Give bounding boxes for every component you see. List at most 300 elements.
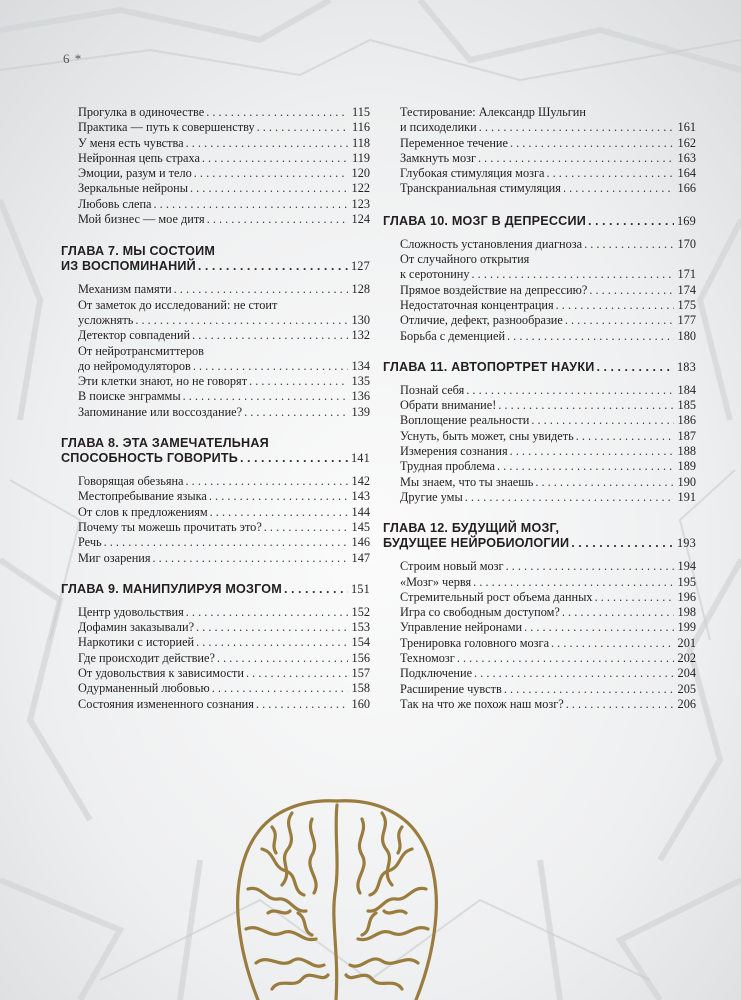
chapter-heading[interactable]	[61, 244, 370, 274]
page-ref: 191	[677, 489, 696, 504]
dot-leader	[198, 259, 348, 274]
toc-line	[78, 551, 370, 566]
page-ref: 163	[677, 150, 696, 165]
entry-title-text: Где происходит действие?	[78, 650, 215, 665]
entry-title-text: Механизм памяти	[78, 282, 172, 297]
page-ref: 193	[676, 536, 696, 551]
page-ref: 174	[677, 282, 696, 297]
entry-title-text: ГЛАВА 10. МОЗГ В ДЕПРЕССИИ	[383, 213, 586, 228]
entry-title-text: Трудная проблема	[400, 459, 496, 474]
toc-line	[78, 681, 370, 696]
page-ref: 132	[351, 328, 370, 343]
toc-chapter	[400, 105, 696, 197]
dot-leader	[135, 313, 348, 328]
dot-leader	[196, 635, 348, 650]
toc-entry[interactable]	[78, 105, 370, 120]
dot-leader	[566, 697, 674, 712]
toc-entry[interactable]	[400, 605, 696, 620]
entry-title-text: От слов к предложениям	[78, 504, 208, 519]
page-ref: 144	[351, 504, 370, 519]
dot-leader	[524, 620, 674, 635]
chapter-heading[interactable]	[61, 582, 370, 597]
toc-left-column	[61, 105, 370, 728]
dot-leader	[153, 551, 348, 566]
entry-title-text: Воплощение реальности	[400, 413, 530, 428]
toc-entry[interactable]	[400, 575, 696, 590]
toc-entry[interactable]	[78, 389, 370, 404]
toc-line	[400, 105, 696, 120]
toc-line	[78, 120, 370, 135]
toc-entry[interactable]	[400, 475, 696, 490]
entry-title-text: От нейротрансмиттеров	[78, 343, 204, 358]
entry-title-text: Нейронная цепь страха	[78, 150, 200, 165]
toc-line	[400, 313, 696, 328]
toc-entry[interactable]	[78, 212, 370, 227]
dot-leader	[240, 451, 348, 466]
page-ref: 170	[677, 236, 696, 251]
entry-title-text: Дофамин заказывали?	[78, 620, 195, 635]
entry-title-text: ГЛАВА 9. МАНИПУЛИРУЯ МОЗГОМ	[61, 581, 282, 596]
toc-chapter	[61, 436, 370, 566]
toc-line	[400, 651, 696, 666]
toc-line	[383, 521, 696, 536]
page-ref: 205	[677, 681, 696, 696]
page-ref: 119	[352, 150, 370, 165]
dot-leader	[563, 181, 674, 196]
page-ref: 190	[677, 474, 696, 489]
dot-leader	[588, 214, 674, 229]
page-ref: 147	[351, 550, 370, 565]
dot-leader	[507, 329, 674, 344]
toc-entry[interactable]	[78, 520, 370, 535]
dot-leader	[510, 444, 674, 459]
entry-title-text: ГЛАВА 11. АВТОПОРТРЕТ НАУКИ	[383, 359, 595, 374]
page-ref: 146	[351, 535, 370, 550]
entry-title-text: Так на что же похож наш мозг?	[400, 696, 564, 711]
entry-title-text: От случайного открытия	[400, 252, 530, 267]
dot-leader	[196, 620, 348, 635]
page-ref: 162	[677, 135, 696, 150]
toc-entry[interactable]	[78, 120, 370, 135]
dot-leader	[174, 282, 348, 297]
toc-line	[400, 283, 696, 298]
page-ref: 156	[351, 650, 370, 665]
toc-line	[78, 620, 370, 635]
dot-leader	[510, 136, 674, 151]
toc-line	[400, 237, 696, 252]
entry-title-text: СПОСОБНОСТЬ ГОВОРИТЬ	[61, 451, 239, 466]
toc-entry[interactable]	[400, 105, 696, 136]
toc-right-column	[383, 105, 696, 728]
toc-entry[interactable]	[400, 383, 696, 398]
entry-title-text: Запоминание или воссоздание?	[78, 404, 243, 419]
entry-title-text: У меня есть чувства	[78, 135, 184, 150]
page-ref: 127	[350, 259, 370, 274]
toc-line	[78, 405, 370, 420]
page-ref: 152	[351, 604, 370, 619]
toc-line	[400, 267, 696, 282]
entry-title-text: усложнять	[78, 312, 134, 327]
toc-line	[78, 666, 370, 681]
entry-title-text: Замкнуть мозг	[400, 150, 476, 165]
dot-leader	[457, 651, 674, 666]
toc-entry[interactable]	[78, 405, 370, 420]
dot-leader	[207, 212, 348, 227]
dot-leader	[472, 267, 674, 282]
dot-leader	[473, 575, 674, 590]
page-ref: 115	[352, 105, 370, 119]
toc-line	[78, 389, 370, 404]
toc-entry[interactable]	[400, 166, 696, 181]
toc-entry[interactable]	[78, 551, 370, 566]
page-ref: 194	[677, 559, 696, 574]
page-ref: 135	[351, 374, 370, 389]
page-ref: 120	[351, 166, 370, 181]
dot-leader	[217, 651, 348, 666]
entry-title-text: Сложность установления диагноза	[400, 236, 583, 251]
dot-leader	[498, 398, 674, 413]
toc-line	[61, 259, 370, 274]
entry-title-text: Мой бизнес — мое дитя	[78, 212, 205, 227]
page-ref: 145	[351, 519, 370, 534]
page-number: 6 *	[63, 51, 83, 66]
toc-entry[interactable]	[400, 444, 696, 459]
toc-line	[78, 344, 370, 359]
toc-entry[interactable]	[78, 666, 370, 681]
toc-line	[400, 620, 696, 635]
entry-title-text: Речь	[78, 535, 102, 550]
entry-title-text: Игра со свободным доступом?	[400, 605, 560, 620]
toc-entry[interactable]	[400, 620, 696, 635]
toc-line	[400, 605, 696, 620]
entry-title-text: Уснуть, быть может, сны увидеть	[400, 428, 574, 443]
toc-line	[400, 181, 696, 196]
page-ref: 198	[677, 605, 696, 620]
page-ref: 142	[351, 474, 370, 489]
toc-entry[interactable]	[78, 535, 370, 550]
entry-title-text: и психоделики	[400, 120, 477, 135]
page-ref: 195	[677, 574, 696, 589]
dot-leader	[183, 389, 348, 404]
dot-leader	[535, 475, 674, 490]
toc-line	[78, 635, 370, 650]
toc-line	[400, 136, 696, 151]
toc-entry[interactable]	[78, 166, 370, 181]
toc-entry[interactable]	[78, 620, 370, 635]
toc-entry[interactable]	[400, 413, 696, 428]
page-ref: 122	[351, 181, 370, 196]
toc-line	[78, 181, 370, 196]
toc-line	[78, 605, 370, 620]
entry-title-text: Стремительный рост объема данных	[400, 589, 593, 604]
toc-line	[78, 374, 370, 389]
toc-entry[interactable]	[400, 682, 696, 697]
dot-leader	[565, 313, 674, 328]
dot-leader	[256, 697, 348, 712]
entry-title-text: ГЛАВА 7. МЫ СОСТОИМ	[61, 244, 216, 259]
toc-line	[400, 120, 696, 135]
toc-line	[78, 535, 370, 550]
toc-line	[400, 682, 696, 697]
toc-entry[interactable]	[78, 197, 370, 212]
toc-line	[78, 651, 370, 666]
toc-entry[interactable]	[400, 283, 696, 298]
brain-illustration	[232, 793, 442, 1000]
toc-entry[interactable]	[400, 298, 696, 313]
toc-entry[interactable]	[78, 605, 370, 620]
dot-leader	[478, 151, 674, 166]
entry-title-text: Детектор совпадений	[78, 328, 191, 343]
dot-leader	[194, 166, 348, 181]
toc-chapter	[61, 581, 370, 712]
toc-entry[interactable]	[400, 636, 696, 651]
page-ref: 141	[350, 451, 370, 466]
page-ref: 189	[677, 459, 696, 474]
page-ref: 184	[677, 382, 696, 397]
dot-leader	[186, 136, 348, 151]
entry-title-text: Познай себя	[400, 382, 465, 397]
page-ref: 183	[676, 359, 696, 374]
toc-line	[400, 413, 696, 428]
page-ref: 206	[677, 696, 696, 711]
toc-entry[interactable]	[78, 505, 370, 520]
entry-title-text: Отличие, дефект, разнообразие	[400, 313, 563, 328]
toc-line	[78, 520, 370, 535]
entry-title-text: Местопребывание языка	[78, 489, 207, 504]
toc-entry[interactable]	[78, 374, 370, 389]
toc-line	[78, 474, 370, 489]
dot-leader	[506, 559, 674, 574]
chapter-heading[interactable]	[383, 521, 696, 551]
dot-leader	[584, 237, 674, 252]
dot-leader	[596, 360, 674, 375]
entry-title-text: Наркотики с историей	[78, 635, 195, 650]
toc-entry[interactable]	[78, 635, 370, 650]
toc-entry[interactable]	[400, 398, 696, 413]
dot-leader	[104, 535, 348, 550]
entry-title-text: В поиске энграммы	[78, 389, 181, 404]
toc-line	[78, 151, 370, 166]
toc-line	[400, 429, 696, 444]
page-ref: 124	[351, 212, 370, 227]
toc-line	[400, 252, 696, 267]
dot-leader	[249, 374, 348, 389]
entry-title-text: «Мозг» червя	[400, 574, 472, 589]
dot-leader	[546, 166, 674, 181]
page-ref: 143	[351, 489, 370, 504]
page-ref: 128	[351, 282, 370, 297]
entry-title-text: Переменное течение	[400, 135, 508, 150]
entry-title-text: Почему ты можешь прочитать это?	[78, 519, 262, 534]
toc-entry[interactable]	[400, 429, 696, 444]
page-ref: 202	[677, 651, 696, 666]
toc-line	[400, 444, 696, 459]
page-ref: 160	[351, 696, 370, 711]
page-ref: 166	[677, 181, 696, 196]
entry-title-text: Тренировка головного мозга	[400, 635, 550, 650]
toc-line	[78, 166, 370, 181]
toc-entry[interactable]	[400, 237, 696, 252]
dot-leader	[264, 520, 348, 535]
toc-chapter	[383, 213, 696, 344]
dot-leader	[186, 474, 348, 489]
toc-entry[interactable]	[78, 489, 370, 504]
toc-entry[interactable]	[400, 151, 696, 166]
entry-title-text: БУДУЩЕЕ НЕЙРОБИОЛОГИИ	[383, 536, 570, 551]
toc-line	[78, 136, 370, 151]
dot-leader	[209, 489, 348, 504]
toc-line	[61, 582, 370, 597]
entry-title-text: Глубокая стимуляция мозга	[400, 166, 545, 181]
toc-entry[interactable]	[400, 559, 696, 574]
toc-line	[78, 313, 370, 328]
toc-entry[interactable]	[78, 651, 370, 666]
toc-line	[400, 575, 696, 590]
entry-title-text: ГЛАВА 8. ЭТА ЗАМЕЧАТЕЛЬНАЯ	[61, 436, 269, 451]
toc-chapter	[78, 105, 370, 227]
page-ref: 153	[351, 620, 370, 635]
toc-entry[interactable]	[78, 474, 370, 489]
entry-title-text: Подключение	[400, 666, 473, 681]
toc-entry[interactable]	[400, 459, 696, 474]
dot-leader	[576, 429, 674, 444]
toc-chapter	[383, 359, 696, 505]
page-ref: 175	[677, 297, 696, 312]
page-ref: 188	[677, 444, 696, 459]
toc-entry[interactable]	[78, 681, 370, 696]
toc-entry[interactable]	[400, 313, 696, 328]
entry-title-text: ГЛАВА 12. БУДУЩИЙ МОЗГ,	[383, 521, 560, 536]
dot-leader	[504, 682, 674, 697]
toc-line	[400, 475, 696, 490]
dot-leader	[193, 359, 348, 374]
dot-leader	[466, 383, 674, 398]
toc-entry[interactable]	[78, 298, 370, 329]
entry-title-text: Обрати внимание!	[400, 398, 497, 413]
toc-line	[61, 436, 370, 451]
toc-line	[78, 505, 370, 520]
entry-title-text: Состояния измененного сознания	[78, 696, 254, 711]
toc-entry[interactable]	[400, 181, 696, 196]
entry-title-text: ИЗ ВОСПОМИНАНИЙ	[61, 259, 196, 274]
toc-line	[400, 329, 696, 344]
dot-leader	[571, 536, 674, 551]
entry-title-text: до нейромодуляторов	[78, 358, 191, 373]
toc-entry[interactable]	[400, 136, 696, 151]
dot-leader	[186, 605, 348, 620]
chapter-heading[interactable]	[383, 214, 696, 229]
toc-line	[400, 559, 696, 574]
entry-title-text: Мы знаем, что ты знаешь	[400, 474, 534, 489]
toc-line	[383, 360, 696, 375]
dot-leader	[154, 197, 348, 212]
entry-title-text: Транскраниальная стимуляция	[400, 181, 561, 196]
page-ref: 123	[351, 196, 370, 211]
dot-leader	[465, 490, 674, 505]
toc-entry[interactable]	[400, 651, 696, 666]
entry-title-text: Тестирование: Александр Шульгин	[400, 105, 586, 119]
entry-title-text: Измерения сознания	[400, 444, 508, 459]
dot-leader	[531, 413, 674, 428]
toc-line	[78, 212, 370, 227]
entry-title-text: к серотонину	[400, 267, 470, 282]
page-ref: 187	[677, 428, 696, 443]
page-ref: 118	[352, 135, 370, 150]
dot-leader	[556, 298, 674, 313]
toc-entry[interactable]	[78, 328, 370, 343]
page-ref: 180	[677, 328, 696, 343]
toc-line	[400, 298, 696, 313]
toc-chapter	[383, 521, 696, 712]
toc-line	[383, 214, 696, 229]
toc-line	[400, 383, 696, 398]
entry-title-text: От заметок до исследований: не стоит	[78, 297, 278, 312]
entry-title-text: Миг озарения	[78, 550, 151, 565]
toc-entry[interactable]	[78, 181, 370, 196]
toc-line	[78, 197, 370, 212]
toc-line	[400, 166, 696, 181]
entry-title-text: Строим новый мозг	[400, 559, 504, 574]
page-ref: 199	[677, 620, 696, 635]
toc-line	[61, 244, 370, 259]
toc-line	[400, 636, 696, 651]
entry-title-text: Практика — путь к совершенству	[78, 120, 255, 135]
toc-entry[interactable]	[400, 329, 696, 344]
page-ref: 139	[351, 404, 370, 419]
chapter-heading[interactable]	[61, 436, 370, 466]
toc-line	[400, 697, 696, 712]
entry-title-text: От удовольствия к зависимости	[78, 666, 244, 681]
chapter-heading[interactable]	[383, 360, 696, 375]
entry-title-text: Любовь слепа	[78, 196, 152, 211]
dot-leader	[589, 283, 674, 298]
page-ref: 177	[677, 313, 696, 328]
toc-entry[interactable]	[400, 252, 696, 283]
page-ref: 164	[677, 166, 696, 181]
dot-leader	[595, 590, 674, 605]
dot-leader	[474, 666, 674, 681]
toc-entry[interactable]	[400, 590, 696, 605]
entry-title-text: Одурманенный любовью	[78, 681, 210, 696]
page-ref: 151	[350, 581, 370, 596]
toc-entry[interactable]	[78, 344, 370, 375]
toc-line	[400, 666, 696, 681]
toc-entry[interactable]	[400, 697, 696, 712]
entry-title-text: Техномозг	[400, 651, 455, 666]
page-ref: 185	[677, 398, 696, 413]
dot-leader	[206, 105, 348, 120]
dot-leader	[257, 120, 348, 135]
entry-title-text: Центр удовольствия	[78, 604, 184, 619]
toc-entry[interactable]	[78, 151, 370, 166]
toc-line	[61, 451, 370, 466]
page-ref: 158	[351, 681, 370, 696]
toc-entry[interactable]	[78, 697, 370, 712]
toc-entry[interactable]	[400, 490, 696, 505]
toc-entry[interactable]	[78, 136, 370, 151]
dot-leader	[192, 328, 348, 343]
toc-line	[400, 590, 696, 605]
entry-title-text: Прямое воздействие на депрессию?	[400, 282, 588, 297]
toc-line	[400, 398, 696, 413]
toc-line	[78, 489, 370, 504]
dot-leader	[497, 459, 674, 474]
toc-entry[interactable]	[78, 282, 370, 297]
page-ref: 169	[676, 213, 696, 228]
entry-title-text: Борьба с деменцией	[400, 328, 506, 343]
entry-title-text: Прогулка в одиночестве	[78, 105, 205, 119]
toc-entry[interactable]	[400, 666, 696, 681]
